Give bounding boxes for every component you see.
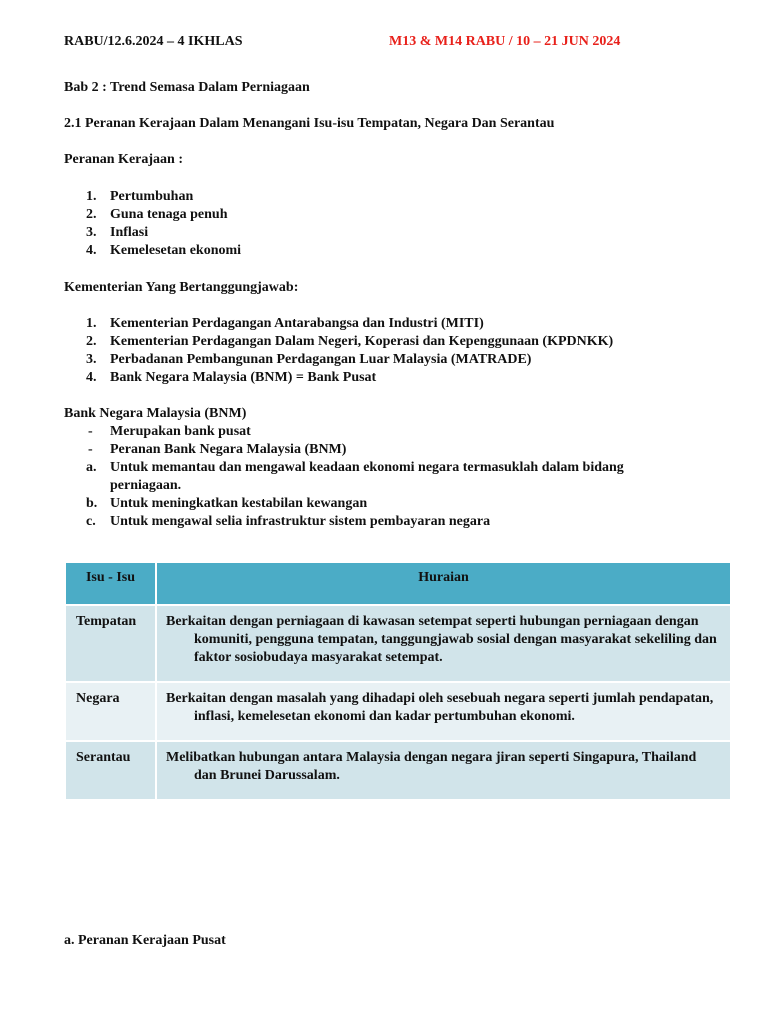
description-text: Berkaitan dengan perniagaan di kawasan setempat seperti hubungan perniagaan dengan komuniti, pengguna tempatan, tanggungjawab sosial dengan masyarakat sekeliling dan faktor sosiobudaya masyarakat setempat. bbox=[166, 614, 717, 665]
ministries-heading: Kementerian Yang Bertanggungjawab: bbox=[64, 280, 299, 295]
description-cell bbox=[156, 605, 731, 682]
issue-cell: Serantau bbox=[65, 741, 156, 800]
header-schedule: M13 & M14 RABU / 10 – 21 JUN 2024 bbox=[389, 34, 621, 49]
column-header-description: Huraian bbox=[156, 562, 731, 605]
section-title: 2.1 Peranan Kerajaan Dalam Menangani Isu-isu Tempatan, Negara Dan Serantau bbox=[64, 116, 555, 131]
issue-cell: Tempatan bbox=[65, 605, 156, 682]
table-row bbox=[65, 605, 731, 682]
table-row bbox=[65, 741, 731, 800]
description-cell bbox=[156, 682, 731, 741]
footer-heading: a. Peranan Kerajaan Pusat bbox=[64, 933, 226, 948]
issue-cell: Negara bbox=[65, 682, 156, 741]
description-text: Berkaitan dengan masalah yang dihadapi oleh sesebuah negara seperti jumlah pendapatan, inflasi, kemelesetan ekonomi dan kadar pertumbuhan ekonomi. bbox=[166, 691, 714, 724]
column-header-issue: Isu - Isu bbox=[65, 562, 156, 605]
description-text: Melibatkan hubungan antara Malaysia dengan negara jiran seperti Singapura, Thailand dan Brunei Darussalam. bbox=[166, 750, 697, 783]
roles-heading: Peranan Kerajaan : bbox=[64, 152, 183, 167]
issues-table bbox=[64, 561, 732, 801]
table-row bbox=[65, 682, 731, 741]
header-class-info: RABU/12.6.2024 – 4 IKHLAS bbox=[64, 34, 243, 49]
bnm-heading: Bank Negara Malaysia (BNM) bbox=[64, 406, 247, 421]
table-header-row bbox=[65, 562, 731, 605]
chapter-title: Bab 2 : Trend Semasa Dalam Perniagaan bbox=[64, 80, 310, 95]
description-cell bbox=[156, 741, 731, 800]
